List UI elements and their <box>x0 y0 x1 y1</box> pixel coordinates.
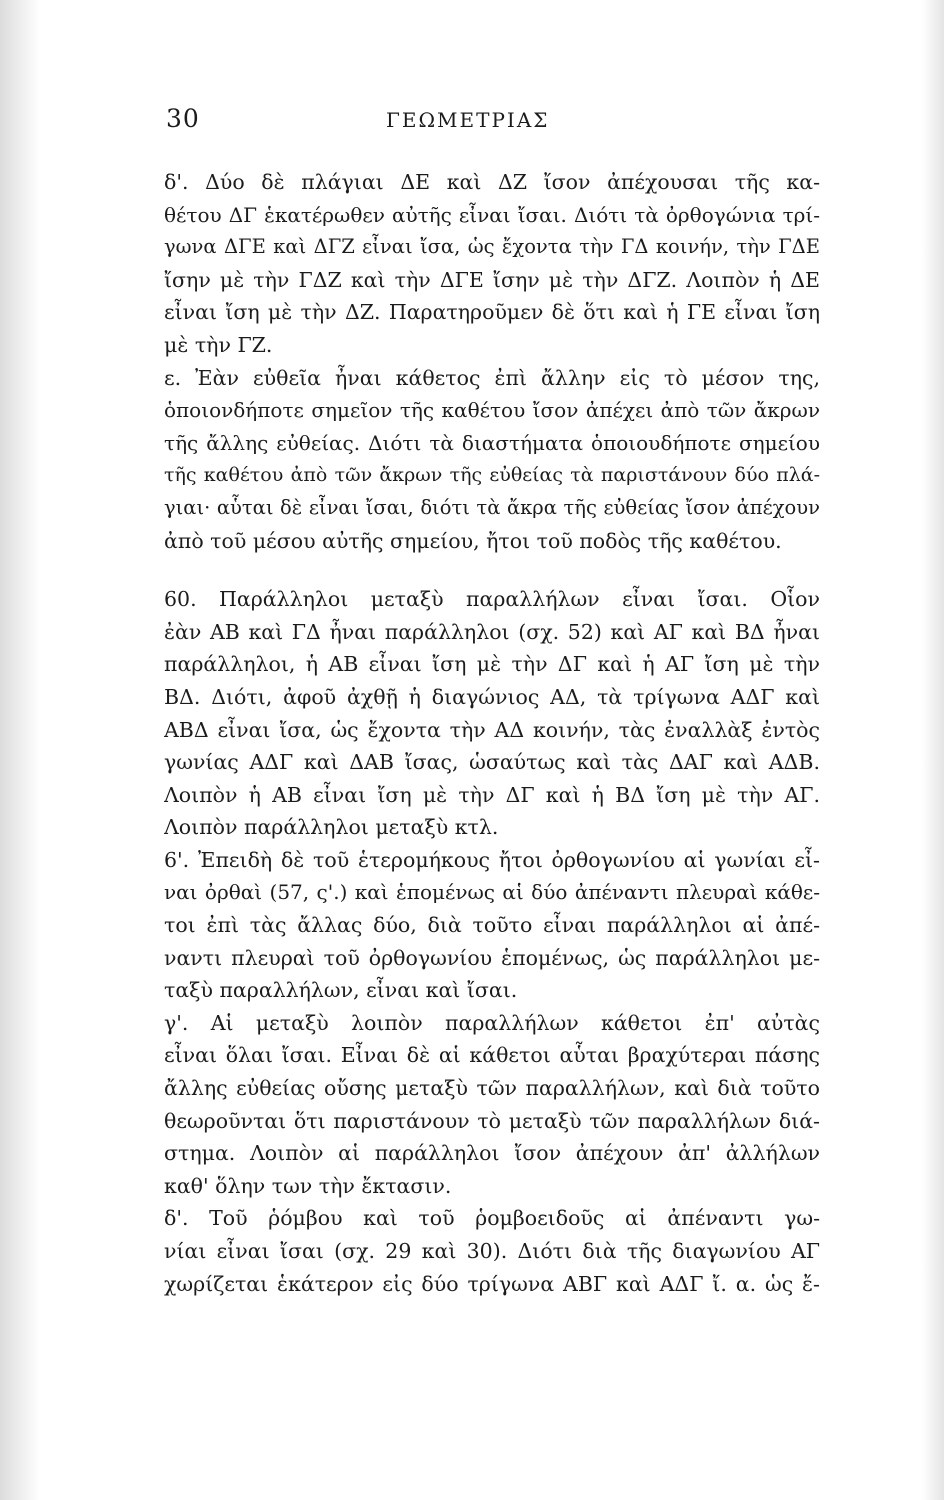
text-line: Λοιπὸν ἡ ΑΒ εἶναι ἴση μὲ τὴν ΔΓ καὶ ἡ ΒΔ ἴση μὲ τὴν ΑΓ. <box>164 782 820 807</box>
text-line: ναντι πλευραὶ τοῦ ὀρθογωνίου ἑπομένως, ὡς παράλληλοι με- <box>164 945 820 970</box>
text-line: τοι ἐπὶ τὰς ἄλλας δύο, διὰ τοῦτο εἶναι παράλληλοι αἱ ἀπέ- <box>164 913 820 938</box>
body-text <box>164 166 820 1300</box>
text-line: ἀπὸ τοῦ μέσου αὐτῆς σημείου, ἤτοι τοῦ ποδὸς τῆς καθέτου. <box>164 528 782 553</box>
page-header <box>166 104 786 138</box>
section-heading-line: 60. Παράλληλοι μεταξὺ παραλλήλων εἶναι ἴσαι. Οἷον <box>164 587 820 612</box>
text-line: τῆς ἄλλης εὐθείας. Διότι τὰ διαστήματα ὁποιουδήποτε σημείου <box>164 430 820 455</box>
text-line: ἐὰν ΑΒ καὶ ΓΔ ἦναι παράλληλοι (σχ. 52) καὶ ΑΓ καὶ ΒΔ ἦναι <box>164 619 820 644</box>
section-gap <box>164 557 820 583</box>
text-line: νίαι εἶναι ἴσαι (σχ. 29 καὶ 30). Διότι διὰ τῆς διαγωνίου ΑΓ <box>164 1239 820 1263</box>
text-line: παράλληλοι, ἡ ΑΒ εἶναι ἴση μὲ τὴν ΔΓ καὶ ἡ ΑΓ ἴση μὲ τὴν <box>164 652 820 677</box>
text-line: γωνα ΔΓΕ καὶ ΔΓΖ εἶναι ἴσα, ὡς ἔχοντα τὴν ΓΔ κοινήν, τὴν ΓΔΕ <box>164 235 820 259</box>
text-line: ε. Ἐὰν εὐθεῖα ἦναι κάθετος ἐπὶ ἄλλην εἰς τὸ μέσον της, <box>164 365 820 390</box>
text-line: δ'. Δύο δὲ πλάγιαι ΔΕ καὶ ΔΖ ἴσον ἀπέχουσαι τῆς κα- <box>164 170 820 194</box>
text-line: γωνίας ΑΔΓ καὶ ΔΑΒ ἴσας, ὡσαύτως καὶ τὰς ΔΑΓ καὶ ΑΔΒ. <box>164 750 820 775</box>
text-line: ἄλλης εὐθείας οὔσης μεταξὺ τῶν παραλλήλων, καὶ διὰ τοῦτο <box>164 1076 820 1101</box>
text-line: θέτου ΔΓ ἑκατέρωθεν αὐτῆς εἶναι ἴσαι. Διότι τὰ ὀρθογώνια τρί- <box>164 202 820 227</box>
text-line: στημα. Λοιπὸν αἱ παράλληλοι ἴσον ἀπέχουν ἀπ' ἀλλήλων <box>164 1141 820 1166</box>
page-number: 30 <box>166 104 200 133</box>
text-line: μὲ τὴν ΓΖ. <box>164 332 273 357</box>
text-line: ὁποιονδήποτε σημεῖον τῆς καθέτου ἴσον ἀπέχει ἀπὸ τῶν ἄκρων <box>164 398 820 423</box>
text-line: γ'. Αἱ μεταξὺ λοιπὸν παραλλήλων κάθετοι ἐπ' αὐτὰς <box>164 1010 820 1035</box>
text-line: 6'. Ἐπειδὴ δὲ τοῦ ἑτερομήκους ἤτοι ὀρθογωνίου αἱ γωνίαι εἶ- <box>164 847 820 872</box>
running-head: ΓΕΩΜΕΤΡΙΑΣ <box>386 108 550 132</box>
text-line: Λοιπὸν παράλληλοι μεταξὺ κτλ. <box>164 815 499 840</box>
text-line: δ'. Τοῦ ῥόμβου καὶ τοῦ ῥομβοειδοῦς αἱ ἀπέναντι γω- <box>164 1206 820 1231</box>
text-line: χωρίζεται ἑκάτερον εἰς δύο τρίγωνα ΑΒΓ καὶ ΑΔΓ ἴ. α. ὡς ἔ- <box>164 1271 820 1296</box>
text-line: ΒΔ. Διότι, ἀφοῦ ἀχθῇ ἡ διαγώνιος ΑΔ, τὰ τρίγωνα ΑΔΓ καὶ <box>164 684 820 709</box>
text-line: ἴσην μὲ τὴν ΓΔΖ καὶ τὴν ΔΓΕ ἴσην μὲ τὴν ΔΓΖ. Λοιπὸν ἡ ΔΕ <box>164 267 820 292</box>
text-line: εἶναι ὅλαι ἴσαι. Εἶναι δὲ αἱ κάθετοι αὗται βραχύτεραι πάσης <box>164 1043 820 1068</box>
text-line: ταξὺ παραλλήλων, εἶναι καὶ ἴσαι. <box>164 978 518 1003</box>
text-line: ναι ὀρθαὶ (57, ς'.) καὶ ἑπομένως αἱ δύο ἀπέναντι πλευραὶ κάθε- <box>164 880 820 905</box>
text-line: θεωροῦνται ὅτι παριστάνουν τὸ μεταξὺ τῶν παραλλήλων διά- <box>164 1108 820 1133</box>
text-line: γιαι· αὗται δὲ εἶναι ἴσαι, διότι τὰ ἄκρα τῆς εὐθείας ἴσον ἀπέχουν <box>164 495 820 519</box>
text-line: τῆς καθέτου ἀπὸ τῶν ἄκρων τῆς εὐθείας τὰ παριστάνουν δύο πλά- <box>164 464 820 487</box>
text-line: εἶναι ἴση μὲ τὴν ΔΖ. Παρατηροῦμεν δὲ ὅτι καὶ ἡ ΓΕ εἶναι ἴση <box>164 300 820 325</box>
text-line: ΑΒΔ εἶναι ἴσα, ὡς ἔχοντα τὴν ΑΔ κοινήν, τὰς ἐναλλὰξ ἐντὸς <box>164 717 820 742</box>
text-line: καθ' ὅλην των τὴν ἔκτασιν. <box>164 1173 452 1198</box>
